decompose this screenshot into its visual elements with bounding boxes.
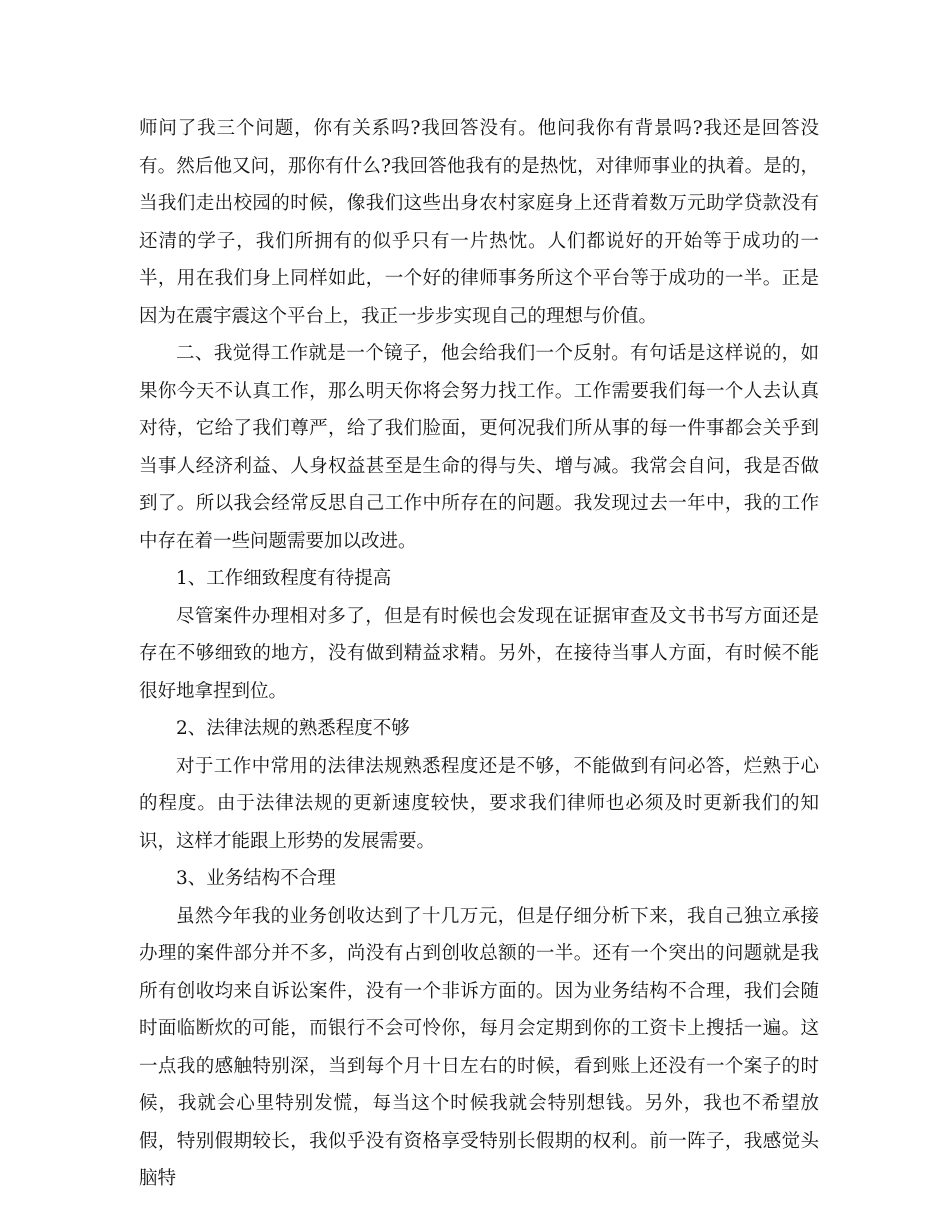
subheading-law-familiarity: 2、法律法规的熟悉程度不够 [176, 718, 410, 739]
document-body [139, 110, 819, 1198]
paragraph-law-familiarity: 对于工作中常用的法律法规熟悉程度还是不够，不能做到有问必答，烂熟于心的程度。由于法律法规的更新速度较快，要求我们律师也必须及时更新我们的知识，这样才能跟上形势的发展需要。 [139, 755, 819, 852]
paragraph-detail-level: 尽管案件办理相对多了，但是有时候也会发现在证据审查及文书书写方面还是存在不够细致的地方，没有做到精益求精。另外，在接待当事人方面，有时候不能很好地拿捏到位。 [139, 605, 819, 702]
paragraph-continuation: 师问了我三个问题，你有关系吗?我回答没有。他问我你有背景吗?我还是回答没有。然后他又问，那你有什么?我回答他我有的是热忱，对律师事业的执着。是的，当我们走出校园的时候，像我们这些出身农村家庭身上还背着数万元助学贷款没有还清的学子，我们所拥有的似乎只有一片热忱。人们都说好的开始等于成功的一半，用在我们身上同样如此，一个好的律师事务所这个平台等于成功的一半。正是因为在震宇震这个平台上，我正一步步实现自己的理想与价值。 [139, 118, 819, 327]
paragraph-section-two: 二、我觉得工作就是一个镜子，他会给我们一个反射。有句话是这样说的，如果你今天不认真工作，那么明天你将会努力找工作。工作需要我们每一个人去认真对待，它给了我们尊严，给了我们脸面，更何况我们所从事的每一件事都会关乎到当事人经济利益、人身权益甚至是生命的得与失、增与减。我常会自问，我是否做到了。所以我会经常反思自己工作中所存在的问题。我发现过去一年中，我的工作中存在着一些问题需要加以改进。 [139, 343, 819, 552]
subheading-detail-level: 1、工作细致程度有待提高 [176, 568, 392, 589]
subheading-business-structure: 3、业务结构不合理 [176, 868, 336, 889]
paragraph-business-structure: 虽然今年我的业务创收达到了十几万元，但是仔细分析下来，我自己独立承接办理的案件部分并不多，尚没有占到创收总额的一半。还有一个突出的问题就是我所有创收均来自诉讼案件，没有一个非诉方面的。因为业务结构不合理，我们会随时面临断炊的可能，而银行不会可怜你，每月会定期到你的工资卡上搜括一遍。这一点我的感触特别深，当到每个月十日左右的时候，看到账上还没有一个案子的时候，我就会心里特别发慌，每当这个时候我就会特别想钱。另外，我也不希望放假，特别假期较长，我似乎没有资格享受特别长假期的权利。前一阵子，我感觉头脑特 [139, 905, 819, 1189]
